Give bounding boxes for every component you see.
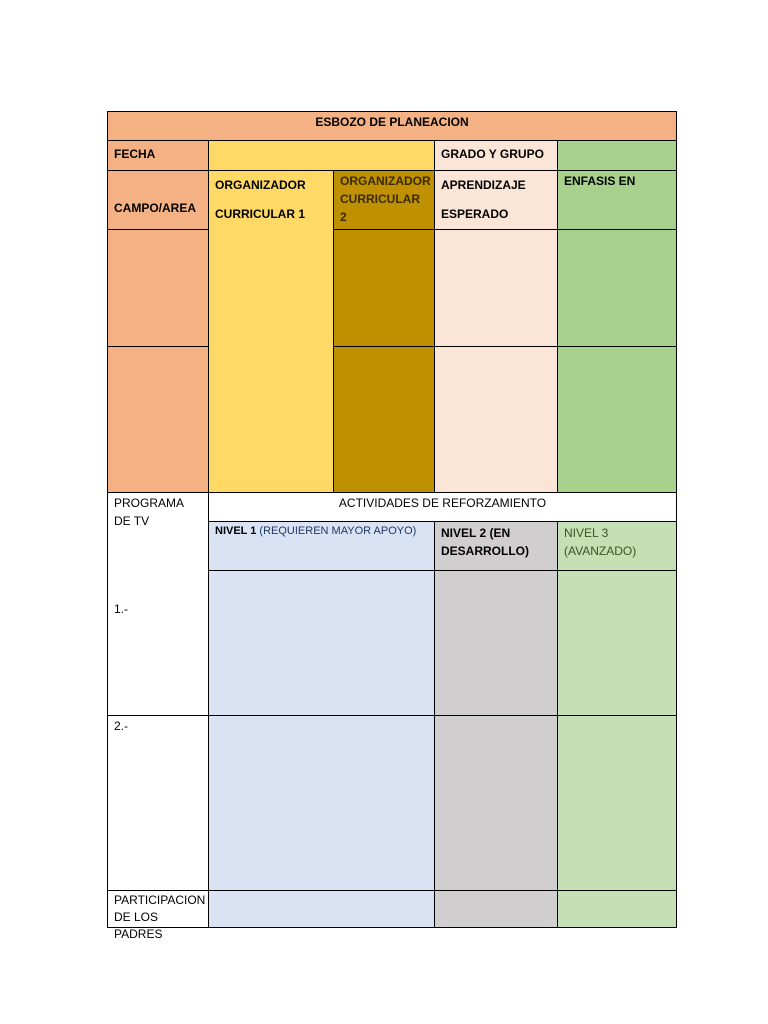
nivel3-cell-2[interactable] xyxy=(557,715,677,891)
organizador1-column[interactable] xyxy=(208,170,334,493)
aprendizaje-line2: ESPERADO xyxy=(441,207,509,221)
row2-label: 2.- xyxy=(114,719,129,733)
nivel2-cell-2[interactable] xyxy=(434,715,558,891)
nivel1-cell-2[interactable] xyxy=(208,715,435,891)
organizador2-line2: CURRICULAR 2 xyxy=(340,192,420,224)
organizador1-line1: ORGANIZADOR xyxy=(215,178,306,192)
nivel1-header-cell xyxy=(208,521,435,571)
enfasis-cell-1[interactable] xyxy=(557,229,677,347)
nivel1-rest: (REQUIEREN MAYOR APOYO) xyxy=(256,525,417,537)
nivel3-line1: NIVEL 3 xyxy=(564,526,609,540)
enfasis-cell-2[interactable] xyxy=(557,346,677,493)
nivel2-line1: NIVEL 2 (EN xyxy=(441,526,511,540)
fecha-value-cell[interactable] xyxy=(208,140,435,171)
row1-label: 1.- xyxy=(114,602,129,616)
actividades-header-cell xyxy=(208,492,677,522)
grado-label: GRADO Y GRUPO xyxy=(441,147,544,161)
campo-cell-2[interactable] xyxy=(107,346,209,493)
campo-header-cell xyxy=(107,170,209,230)
padres-nivel1-cell[interactable] xyxy=(208,890,435,928)
organizador2-line1: ORGANIZADOR xyxy=(340,174,431,188)
grado-label-cell xyxy=(434,140,558,171)
nivel2-header-cell xyxy=(434,521,558,571)
padres-line2: DE LOS PADRES xyxy=(114,910,163,941)
nivel2-cell-1[interactable] xyxy=(434,570,558,716)
nivel1-cell-1[interactable] xyxy=(208,570,435,716)
campo-label: CAMPO/AREA xyxy=(114,201,197,215)
organizador2-header-cell xyxy=(333,170,435,230)
organizador2-cell-2[interactable] xyxy=(333,346,435,493)
fecha-label: FECHA xyxy=(114,147,156,161)
nivel3-line2: (AVANZADO) xyxy=(564,544,637,558)
planning-title xyxy=(107,111,677,141)
fecha-label-cell xyxy=(107,140,209,171)
aprendizaje-header-cell xyxy=(434,170,558,230)
enfasis-header-cell xyxy=(557,170,677,230)
grado-value-cell[interactable] xyxy=(557,140,677,171)
nivel3-header-cell xyxy=(557,521,677,571)
programa-tv-cell xyxy=(107,492,209,716)
title-text: ESBOZO DE PLANEACION xyxy=(315,115,469,129)
campo-cell-1[interactable] xyxy=(107,229,209,347)
programa-tv-line2: DE TV xyxy=(114,514,150,528)
padres-nivel3-cell[interactable] xyxy=(557,890,677,928)
padres-nivel2-cell[interactable] xyxy=(434,890,558,928)
padres-line1: PARTICIPACION xyxy=(114,893,206,907)
nivel3-cell-1[interactable] xyxy=(557,570,677,716)
aprendizaje-line1: APRENDIZAJE xyxy=(441,178,526,192)
programa-tv-line1: PROGRAMA xyxy=(114,496,185,510)
row2-label-cell xyxy=(107,715,209,891)
nivel1-bold: NIVEL 1 xyxy=(215,525,257,537)
enfasis-label: ENFASIS EN xyxy=(564,174,636,188)
padres-label-cell xyxy=(107,890,209,941)
organizador1-line2: CURRICULAR 1 xyxy=(215,207,305,221)
nivel2-line2: DESARROLLO) xyxy=(441,544,529,558)
organizador2-cell-1[interactable] xyxy=(333,229,435,347)
aprendizaje-cell-2[interactable] xyxy=(434,346,558,493)
aprendizaje-cell-1[interactable] xyxy=(434,229,558,347)
actividades-label: ACTIVIDADES DE REFORZAMIENTO xyxy=(338,496,547,510)
